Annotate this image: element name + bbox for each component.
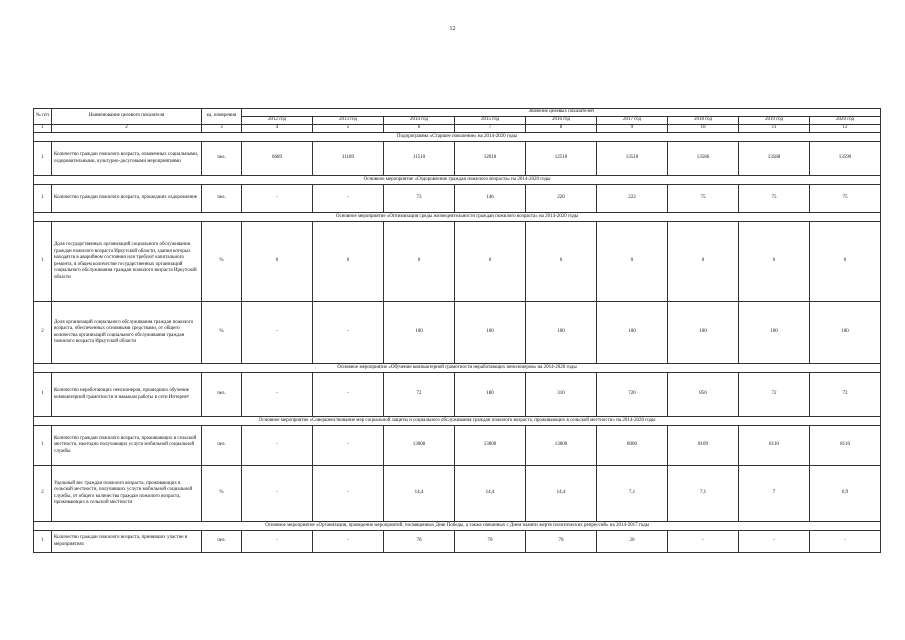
- value-cell: -: [313, 466, 384, 522]
- value-cell: 0: [526, 222, 597, 302]
- value-cell: -: [242, 373, 313, 417]
- header-year: 2018 год: [668, 117, 739, 125]
- section-row: [34, 417, 881, 426]
- value-cell: 13590: [810, 142, 881, 176]
- row-number: 1: [34, 373, 52, 417]
- value-cell: 0: [810, 222, 881, 302]
- value-cell: 72: [739, 373, 810, 417]
- unit-cell: чел.: [202, 426, 242, 466]
- unit-cell: чел.: [202, 373, 242, 417]
- row-number: 1: [34, 222, 52, 302]
- value-cell: 70: [455, 531, 526, 553]
- value-cell: 100: [810, 302, 881, 364]
- target-indicators-table: [33, 108, 881, 553]
- section-row: [34, 213, 881, 222]
- table-header: [34, 109, 881, 133]
- value-cell: 100: [384, 302, 455, 364]
- value-cell: 11189: [313, 142, 384, 176]
- section-row: [34, 364, 881, 373]
- section-title: Основное мероприятие «Обучение компьютерной грамотности неработающих пенсионеров» на 2014-2020 годы: [34, 364, 881, 373]
- table-row: [34, 426, 881, 466]
- value-cell: 850: [668, 373, 739, 417]
- value-cell: -: [313, 185, 384, 213]
- indicator-name: Количество граждан пожилого возраста, охваченных социальными, оздоровительными, культурно-досуговыми мероприятиями: [52, 142, 202, 176]
- row-number: 1: [34, 426, 52, 466]
- unit-cell: чел.: [202, 531, 242, 553]
- table-row: [34, 222, 881, 302]
- value-cell: -: [242, 531, 313, 553]
- table-row: [34, 373, 881, 417]
- indicator-name: Количество граждан пожилого возраста, прошедших оздоровление: [52, 185, 202, 213]
- unit-cell: %: [202, 222, 242, 302]
- value-cell: 7,1: [597, 466, 668, 522]
- value-cell: 70: [526, 531, 597, 553]
- value-cell: 0: [668, 222, 739, 302]
- value-cell: 75: [668, 185, 739, 213]
- header-year: 2014 год: [384, 117, 455, 125]
- header-col-number: 6: [384, 125, 455, 133]
- header-col-number: 7: [455, 125, 526, 133]
- value-cell: 7: [739, 466, 810, 522]
- indicator-name: Доля организаций социального обслуживания граждан пожилого возраста, обеспеченных основными средствами, от общего количества организаций социального обслуживания граждан пожилого возраста Иркутской области: [52, 302, 202, 364]
- unit-cell: чел.: [202, 185, 242, 213]
- row-number: 1: [34, 531, 52, 553]
- header-row-col-numbers: [34, 125, 881, 133]
- value-cell: 20: [597, 531, 668, 553]
- header-col-number: 1: [34, 125, 52, 133]
- section-row: [34, 133, 881, 142]
- table-row: [34, 466, 881, 522]
- value-cell: 0: [242, 222, 313, 302]
- value-cell: 13000: [526, 426, 597, 466]
- value-cell: -: [313, 531, 384, 553]
- header-year: 2012 год: [242, 117, 313, 125]
- header-col-number: 8: [526, 125, 597, 133]
- table-row: [34, 185, 881, 213]
- row-number: 1: [34, 142, 52, 176]
- header-col-number: 2: [52, 125, 202, 133]
- value-cell: 73: [384, 185, 455, 213]
- header-col-number: 10: [668, 125, 739, 133]
- value-cell: 8110: [739, 426, 810, 466]
- value-cell: 6,9: [810, 466, 881, 522]
- header-col-number: 9: [597, 125, 668, 133]
- value-cell: -: [313, 426, 384, 466]
- value-cell: 75: [810, 185, 881, 213]
- value-cell: 0: [597, 222, 668, 302]
- value-cell: 100: [526, 302, 597, 364]
- header-col-number: 11: [739, 125, 810, 133]
- indicator-name: Количество граждан пожилого возраста, проживающих в сельской местности, ежегодно получающих услуги мобильной социальной службы: [52, 426, 202, 466]
- section-title: Основное мероприятие «Оздоровление граждан пожилого возраста» на 2014-2020 годы: [34, 176, 881, 185]
- value-cell: 8110: [810, 426, 881, 466]
- row-number: 2: [34, 302, 52, 364]
- value-cell: 12010: [455, 142, 526, 176]
- value-cell: 13000: [384, 426, 455, 466]
- value-cell: 7,1: [668, 466, 739, 522]
- header-col-number: 4: [242, 125, 313, 133]
- header-col-number: 5: [313, 125, 384, 133]
- value-cell: -: [668, 531, 739, 553]
- section-row: [34, 176, 881, 185]
- value-cell: 12510: [526, 142, 597, 176]
- value-cell: 100: [455, 302, 526, 364]
- value-cell: -: [313, 373, 384, 417]
- header-col-number: 12: [810, 125, 881, 133]
- value-cell: 13510: [597, 142, 668, 176]
- value-cell: 146: [455, 185, 526, 213]
- value-cell: 0: [739, 222, 810, 302]
- value-cell: 13588: [739, 142, 810, 176]
- value-cell: 14,4: [384, 466, 455, 522]
- value-cell: -: [242, 185, 313, 213]
- header-year: 2017 год: [597, 117, 668, 125]
- section-title: Подпрограмма «Старшее поколение» на 2014-2020 годы: [34, 133, 881, 142]
- value-cell: 8000: [597, 426, 668, 466]
- value-cell: -: [242, 426, 313, 466]
- indicator-name: Количество неработающих пенсионеров, прошедших обучение компьютерной грамотности и навыкам работы в сети Интернет: [52, 373, 202, 417]
- header-year: 2016 год: [526, 117, 597, 125]
- value-cell: 14,4: [455, 466, 526, 522]
- table-row: [34, 142, 881, 176]
- header-num: № п/п: [34, 109, 52, 125]
- value-cell: 70: [384, 531, 455, 553]
- value-cell: 72: [810, 373, 881, 417]
- value-cell: 180: [455, 373, 526, 417]
- value-cell: 6689: [242, 142, 313, 176]
- value-cell: 310: [526, 373, 597, 417]
- value-cell: 0: [384, 222, 455, 302]
- table-body: [34, 133, 881, 553]
- value-cell: 75: [739, 185, 810, 213]
- value-cell: 720: [597, 373, 668, 417]
- value-cell: 11510: [384, 142, 455, 176]
- section-title: Основное мероприятие «Совершенствование мер социальной защиты и социального обслуживания граждан пожилого возраста, проживающих в сельской местности» на 2014-2020 годы: [34, 417, 881, 426]
- value-cell: -: [242, 302, 313, 364]
- header-year: 2013 год: [313, 117, 384, 125]
- value-cell: -: [313, 302, 384, 364]
- unit-cell: %: [202, 466, 242, 522]
- indicator-name: Количество граждан пожилого возраста, принявших участие в мероприятиях: [52, 531, 202, 553]
- section-title: Основное мероприятие «Оптимизация среды жизнедеятельности граждан пожилого возраста» на 2014-2020 годы: [34, 213, 881, 222]
- table-row: [34, 531, 881, 553]
- value-cell: 222: [597, 185, 668, 213]
- value-cell: 220: [526, 185, 597, 213]
- value-cell: -: [739, 531, 810, 553]
- table-row: [34, 302, 881, 364]
- header-values-group: Значение целевых показателей: [242, 109, 881, 117]
- header-year: 2019 год: [739, 117, 810, 125]
- section-row: [34, 522, 881, 531]
- header-year: 2020 год: [810, 117, 881, 125]
- value-cell: 0: [455, 222, 526, 302]
- header-col-number: 3: [202, 125, 242, 133]
- header-name: Наименование целевого показателя: [52, 109, 202, 125]
- value-cell: 100: [597, 302, 668, 364]
- header-row-top: [34, 109, 881, 117]
- page-number: 12: [449, 26, 456, 32]
- value-cell: 100: [739, 302, 810, 364]
- value-cell: 8109: [668, 426, 739, 466]
- unit-cell: %: [202, 302, 242, 364]
- value-cell: 100: [668, 302, 739, 364]
- row-number: 2: [34, 466, 52, 522]
- value-cell: 14,4: [526, 466, 597, 522]
- header-year: 2015 год: [455, 117, 526, 125]
- value-cell: -: [242, 466, 313, 522]
- section-title: Основное мероприятие «Организация, проведение мероприятий, посвященных Дню Победы, а также связанных с Днем памяти жертв политических репрессий» на 2014-2017 годы: [34, 522, 881, 531]
- value-cell: -: [810, 531, 881, 553]
- value-cell: 13000: [455, 426, 526, 466]
- value-cell: 0: [313, 222, 384, 302]
- indicator-name: Доля государственных организаций социального обслуживания граждан пожилого возраста Иркутской области, здания которых находятся в аварийном состоянии или требуют капитального ремонта, в общем количестве государственных организаций социального обслуживания граждан пожилого возраста Иркутской области: [52, 222, 202, 302]
- unit-cell: чел.: [202, 142, 242, 176]
- value-cell: 72: [384, 373, 455, 417]
- value-cell: 13586: [668, 142, 739, 176]
- row-number: 1: [34, 185, 52, 213]
- header-unit: ед. измерения: [202, 109, 242, 125]
- indicator-name: Удельный вес граждан пожилого возраста, проживающих в сельской местности, получивших услуги мобильной социальной службы, от общего количества граждан пожилого возраста, проживающих в сельской местности: [52, 466, 202, 522]
